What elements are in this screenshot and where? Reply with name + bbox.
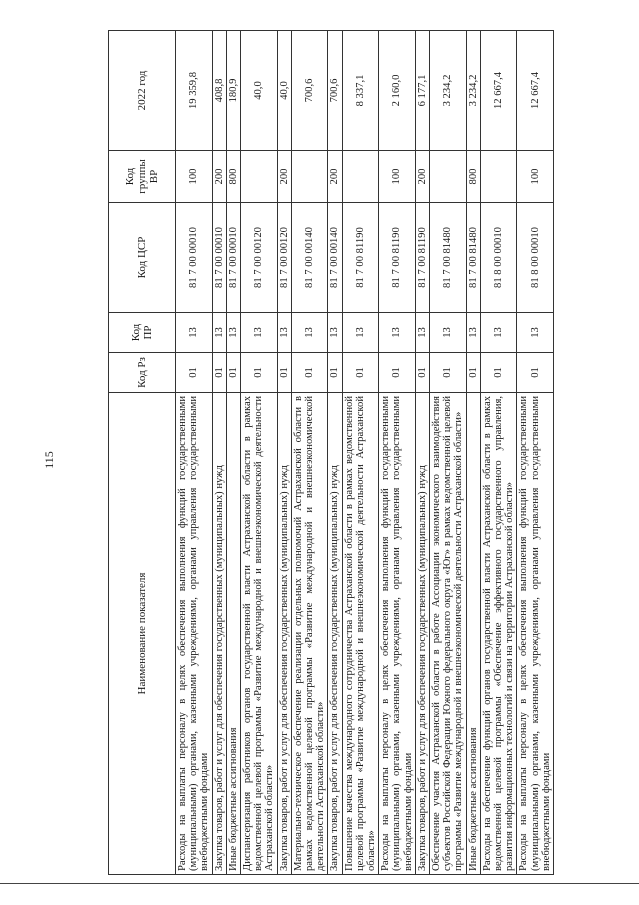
row-amount-cell: 408,8 xyxy=(212,31,226,151)
row-csr-cell: 81 7 00 81190 xyxy=(415,203,429,313)
row-pr-cell: 13 xyxy=(328,313,342,353)
row-rz-cell: 01 xyxy=(480,353,517,393)
table-row xyxy=(176,31,213,875)
row-vr-cell xyxy=(430,151,467,203)
row-amount-cell: 8 337,1 xyxy=(342,31,379,151)
page-number: 115 xyxy=(42,451,56,469)
header-name: Наименование показателя xyxy=(109,393,176,875)
row-name-cell: Расходы на выплаты персоналу в целях обеспечения выполнения функций государственными (муниципальными) органами, казенными учреждениями, органами управления государственными внебюджетными фондами xyxy=(176,393,213,875)
row-rz-cell: 01 xyxy=(517,353,554,393)
row-csr-cell: 81 7 00 81190 xyxy=(379,203,416,313)
header-csr: Код ЦСР xyxy=(109,203,176,313)
table-row xyxy=(241,31,278,875)
row-name-cell: Повышение качества международного сотрудничества Астраханской области в рамках ведомственной целевой программы «Развитие международной и внешнеэкономической деятельности Астраханской области» xyxy=(342,393,379,875)
row-rz-cell: 01 xyxy=(241,353,278,393)
table-row xyxy=(328,31,342,875)
table-row xyxy=(466,31,480,875)
row-vr-cell xyxy=(480,151,517,203)
row-amount-cell: 700,6 xyxy=(291,31,328,151)
row-csr-cell: 81 7 00 00010 xyxy=(226,203,240,313)
table-row xyxy=(212,31,226,875)
row-name-cell: Диспансеризация работников органов государственной власти Астраханской области в рамках ведомственной целевой программы «Развитие международной и внешнеэкономической деятельности Астраханской области» xyxy=(241,393,278,875)
row-amount-cell: 3 234,2 xyxy=(430,31,467,151)
row-name-cell: Материально-техническое обеспечение реализации отдельных полномочий Астраханской области в рамках ведомственной целевой программы «Развитие международной и внешнеэкономической деятельности Астраханской области» xyxy=(291,393,328,875)
row-rz-cell: 01 xyxy=(291,353,328,393)
row-amount-cell: 12 667,4 xyxy=(480,31,517,151)
row-rz-cell: 01 xyxy=(176,353,213,393)
row-pr-cell: 13 xyxy=(291,313,328,353)
table-header-row xyxy=(109,31,176,875)
row-pr-cell: 13 xyxy=(466,313,480,353)
row-pr-cell: 13 xyxy=(212,313,226,353)
table-row xyxy=(342,31,379,875)
row-pr-cell: 13 xyxy=(480,313,517,353)
row-vr-cell: 100 xyxy=(379,151,416,203)
row-pr-cell: 13 xyxy=(430,313,467,353)
row-vr-cell: 800 xyxy=(226,151,240,203)
row-csr-cell: 81 7 00 81480 xyxy=(430,203,467,313)
row-vr-cell: 100 xyxy=(176,151,213,203)
row-name-cell: Расходы на обеспечение функций органов государственной власти Астраханской области в рамках ведомственной целевой программы «Обеспечение эффективного государственного управления, развития информационных технологий и связи на территории Астраханской области» xyxy=(480,393,517,875)
row-pr-cell: 13 xyxy=(379,313,416,353)
row-pr-cell: 13 xyxy=(415,313,429,353)
row-name-cell: Расходы на выплаты персоналу в целях обеспечения выполнения функций государственными (муниципальными) органами, казенными учреждениями, органами управления государственными внебюджетными фондами xyxy=(379,393,416,875)
row-name-cell: Обеспечение участия Астраханской области в работе Ассоциации экономического взаимодействия субъектов Российской Федерации Южного федерального округа «Юг» в рамках ведомственной целевой программы «Развитие международной и внешнеэкономической деятельности Астраханской области» xyxy=(430,393,467,875)
row-name-cell: Расходы на выплаты персоналу в целях обеспечения выполнения функций государственными (муниципальными) органами, казенными учреждениями, органами управления государственными внебюджетными фондами xyxy=(517,393,554,875)
row-amount-cell: 12 667,4 xyxy=(517,31,554,151)
row-amount-cell: 19 359,8 xyxy=(176,31,213,151)
row-vr-cell xyxy=(241,151,278,203)
table-row xyxy=(226,31,240,875)
row-rz-cell: 01 xyxy=(342,353,379,393)
row-name-cell: Закупка товаров, работ и услуг для обеспечения государственных (муниципальных) нужд xyxy=(212,393,226,875)
row-pr-cell: 13 xyxy=(241,313,278,353)
budget-table-container xyxy=(108,31,598,875)
row-vr-cell xyxy=(291,151,328,203)
row-name-cell: Иные бюджетные ассигнования xyxy=(466,393,480,875)
row-rz-cell: 01 xyxy=(212,353,226,393)
header-vr: Код группы ВР xyxy=(109,151,176,203)
row-vr-cell: 800 xyxy=(466,151,480,203)
row-vr-cell: 200 xyxy=(415,151,429,203)
header-year: 2022 год xyxy=(109,31,176,151)
table-row xyxy=(480,31,517,875)
row-rz-cell: 01 xyxy=(466,353,480,393)
row-csr-cell: 81 7 00 00120 xyxy=(277,203,291,313)
row-csr-cell: 81 7 00 00140 xyxy=(291,203,328,313)
row-amount-cell: 6 177,1 xyxy=(415,31,429,151)
row-amount-cell: 40,0 xyxy=(277,31,291,151)
row-csr-cell: 81 7 00 00120 xyxy=(241,203,278,313)
table-row xyxy=(277,31,291,875)
table-row xyxy=(415,31,429,875)
row-pr-cell: 13 xyxy=(226,313,240,353)
row-rz-cell: 01 xyxy=(379,353,416,393)
row-name-cell: Закупка товаров, работ и услуг для обеспечения государственных (муниципальных) нужд xyxy=(415,393,429,875)
row-amount-cell: 3 234,2 xyxy=(466,31,480,151)
row-rz-cell: 01 xyxy=(226,353,240,393)
row-name-cell: Иные бюджетные ассигнования xyxy=(226,393,240,875)
table-body xyxy=(176,31,554,875)
table-row xyxy=(517,31,554,875)
row-vr-cell: 200 xyxy=(212,151,226,203)
row-vr-cell xyxy=(342,151,379,203)
row-csr-cell: 81 7 00 00140 xyxy=(328,203,342,313)
row-csr-cell: 81 7 00 00010 xyxy=(176,203,213,313)
row-csr-cell: 81 8 00 00010 xyxy=(480,203,517,313)
row-pr-cell: 13 xyxy=(342,313,379,353)
row-rz-cell: 01 xyxy=(328,353,342,393)
header-pr: Код ПР xyxy=(109,313,176,353)
row-amount-cell: 700,6 xyxy=(328,31,342,151)
row-vr-cell: 100 xyxy=(517,151,554,203)
row-pr-cell: 13 xyxy=(277,313,291,353)
table-row xyxy=(430,31,467,875)
row-amount-cell: 40,0 xyxy=(241,31,278,151)
row-vr-cell: 200 xyxy=(277,151,291,203)
bottom-divider xyxy=(0,883,639,884)
row-pr-cell: 13 xyxy=(517,313,554,353)
row-csr-cell: 81 7 00 81480 xyxy=(466,203,480,313)
row-csr-cell: 81 8 00 00010 xyxy=(517,203,554,313)
header-rz: Код Рз xyxy=(109,353,176,393)
row-rz-cell: 01 xyxy=(430,353,467,393)
table-row xyxy=(379,31,416,875)
row-amount-cell: 180,9 xyxy=(226,31,240,151)
row-csr-cell: 81 7 00 81190 xyxy=(342,203,379,313)
row-rz-cell: 01 xyxy=(277,353,291,393)
row-vr-cell: 200 xyxy=(328,151,342,203)
table-row xyxy=(291,31,328,875)
row-rz-cell: 01 xyxy=(415,353,429,393)
row-name-cell: Закупка товаров, работ и услуг для обеспечения государственных (муниципальных) нужд xyxy=(277,393,291,875)
row-csr-cell: 81 7 00 00010 xyxy=(212,203,226,313)
row-name-cell: Закупка товаров, работ и услуг для обеспечения государственных (муниципальных) нужд xyxy=(328,393,342,875)
budget-table xyxy=(108,30,554,875)
row-amount-cell: 2 160,0 xyxy=(379,31,416,151)
row-pr-cell: 13 xyxy=(176,313,213,353)
